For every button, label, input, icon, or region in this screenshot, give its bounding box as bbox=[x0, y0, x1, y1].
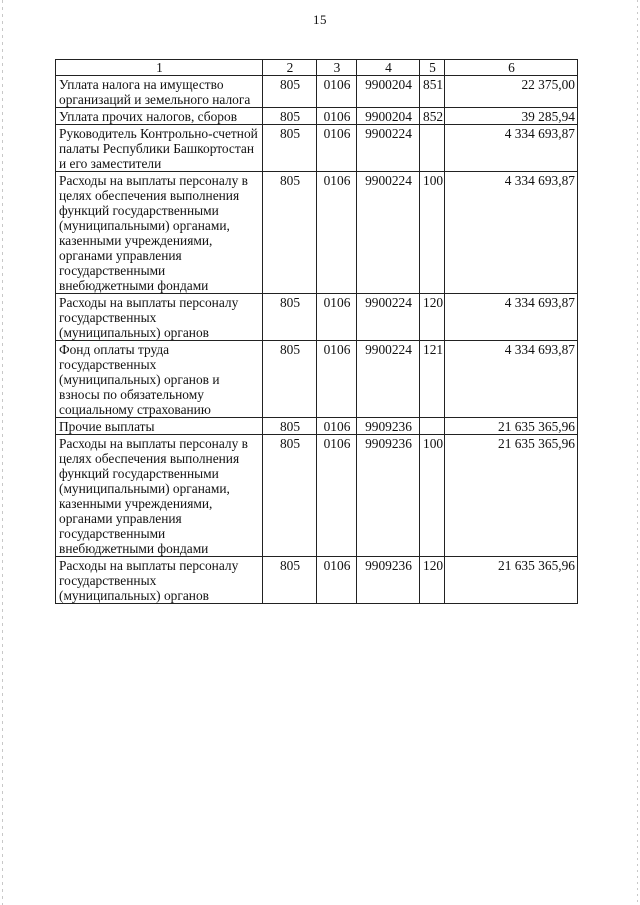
header-col-4: 4 bbox=[357, 60, 420, 76]
row-name: Уплата прочих налогов, сборов bbox=[56, 108, 263, 125]
row-name: Расходы на выплаты персоналу в целях обеспечения выполнения функций государственными (муниципальными) органами, казенными учреждениями, органами управления государственными внебюджетными фондами bbox=[56, 172, 263, 294]
table-header-row bbox=[56, 60, 578, 76]
row-rzpr: 0106 bbox=[317, 557, 357, 604]
row-ved: 805 bbox=[263, 125, 317, 172]
row-vr bbox=[420, 125, 445, 172]
header-col-5: 5 bbox=[420, 60, 445, 76]
row-rzpr: 0106 bbox=[317, 294, 357, 341]
header-col-6: 6 bbox=[445, 60, 578, 76]
row-ved: 805 bbox=[263, 435, 317, 557]
table-row bbox=[56, 172, 578, 294]
row-sum: 22 375,00 bbox=[445, 76, 578, 108]
row-rzpr: 0106 bbox=[317, 76, 357, 108]
table-row bbox=[56, 341, 578, 418]
row-sum: 4 334 693,87 bbox=[445, 294, 578, 341]
header-col-1: 1 bbox=[56, 60, 263, 76]
table-row bbox=[56, 108, 578, 125]
scan-edge-right bbox=[637, 0, 638, 905]
row-vr: 100 bbox=[420, 172, 445, 294]
row-ved: 805 bbox=[263, 108, 317, 125]
budget-table bbox=[55, 59, 578, 604]
row-name: Прочие выплаты bbox=[56, 418, 263, 435]
row-rzpr: 0106 bbox=[317, 125, 357, 172]
row-csr: 9909236 bbox=[357, 418, 420, 435]
table-row bbox=[56, 418, 578, 435]
row-name: Руководитель Контрольно-счетной палаты Республики Башкортостан и его заместители bbox=[56, 125, 263, 172]
row-name: Расходы на выплаты персоналу государственных (муниципальных) органов bbox=[56, 557, 263, 604]
row-vr: 120 bbox=[420, 557, 445, 604]
table-row bbox=[56, 294, 578, 341]
row-sum: 21 635 365,96 bbox=[445, 418, 578, 435]
row-ved: 805 bbox=[263, 294, 317, 341]
row-rzpr: 0106 bbox=[317, 172, 357, 294]
row-ved: 805 bbox=[263, 172, 317, 294]
row-ved: 805 bbox=[263, 557, 317, 604]
row-ved: 805 bbox=[263, 76, 317, 108]
row-sum: 21 635 365,96 bbox=[445, 557, 578, 604]
row-sum: 39 285,94 bbox=[445, 108, 578, 125]
row-sum: 4 334 693,87 bbox=[445, 125, 578, 172]
row-sum: 21 635 365,96 bbox=[445, 435, 578, 557]
scan-edge-left bbox=[2, 0, 3, 905]
row-csr: 9900224 bbox=[357, 125, 420, 172]
row-csr: 9900224 bbox=[357, 294, 420, 341]
table-row bbox=[56, 76, 578, 108]
row-vr: 851 bbox=[420, 76, 445, 108]
table-row bbox=[56, 435, 578, 557]
row-sum: 4 334 693,87 bbox=[445, 172, 578, 294]
row-vr bbox=[420, 418, 445, 435]
row-vr: 852 bbox=[420, 108, 445, 125]
table-row bbox=[56, 557, 578, 604]
row-ved: 805 bbox=[263, 418, 317, 435]
header-col-3: 3 bbox=[317, 60, 357, 76]
row-name: Уплата налога на имущество организаций и земельного налога bbox=[56, 76, 263, 108]
row-vr: 100 bbox=[420, 435, 445, 557]
row-name: Расходы на выплаты персоналу в целях обеспечения выполнения функций государственными (муниципальными) органами, казенными учреждениями, органами управления государственными внебюджетными фондами bbox=[56, 435, 263, 557]
row-rzpr: 0106 bbox=[317, 108, 357, 125]
row-csr: 9900204 bbox=[357, 76, 420, 108]
row-rzpr: 0106 bbox=[317, 435, 357, 557]
row-csr: 9909236 bbox=[357, 435, 420, 557]
row-vr: 120 bbox=[420, 294, 445, 341]
header-col-2: 2 bbox=[263, 60, 317, 76]
table-row bbox=[56, 125, 578, 172]
row-csr: 9900224 bbox=[357, 341, 420, 418]
row-vr: 121 bbox=[420, 341, 445, 418]
row-sum: 4 334 693,87 bbox=[445, 341, 578, 418]
row-csr: 9900224 bbox=[357, 172, 420, 294]
row-name: Расходы на выплаты персоналу государственных (муниципальных) органов bbox=[56, 294, 263, 341]
row-rzpr: 0106 bbox=[317, 341, 357, 418]
row-name: Фонд оплаты труда государственных (муниципальных) органов и взносы по обязательному социальному страхованию bbox=[56, 341, 263, 418]
row-rzpr: 0106 bbox=[317, 418, 357, 435]
row-csr: 9909236 bbox=[357, 557, 420, 604]
row-ved: 805 bbox=[263, 341, 317, 418]
row-csr: 9900204 bbox=[357, 108, 420, 125]
page-number: 15 bbox=[313, 12, 327, 27]
